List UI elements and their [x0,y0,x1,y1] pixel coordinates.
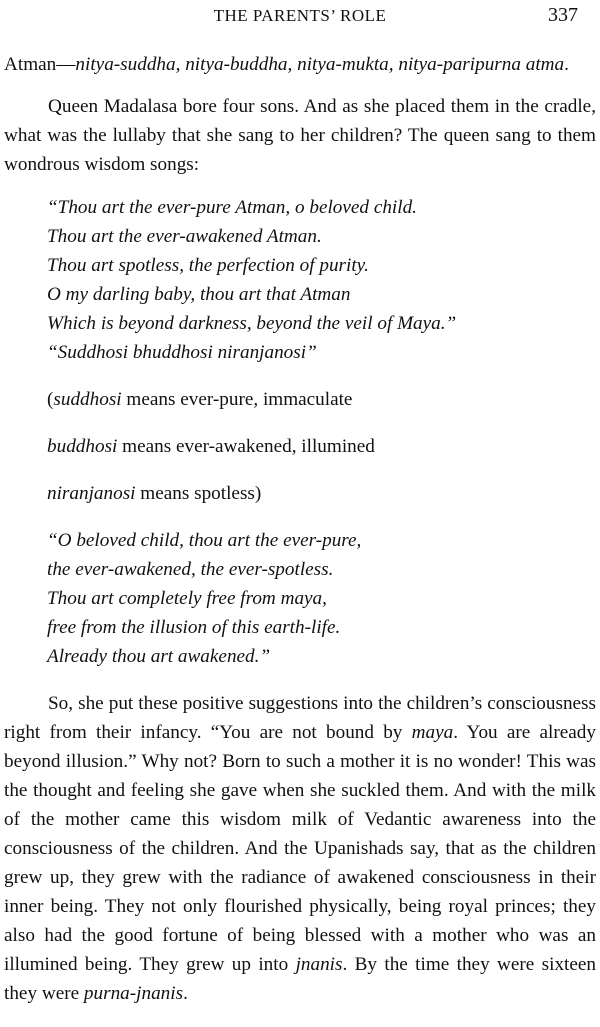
gloss-buddhosi [47,432,596,461]
closing-term-maya: maya [411,722,454,743]
verse-line: Thou art completely free from maya, [47,588,327,609]
verse-line: O my darling baby, thou art that Atman [47,284,351,305]
verse-line: Thou art the ever-awakened Atman. [47,226,322,247]
running-head [0,4,600,30]
verse-line: Which is beyond darkness, beyond the veil of Maya.” [47,313,457,334]
madalasa-paragraph: Queen Madalasa bore four sons. And as she placed them in the cradle, what was the lullaby that she sang to her children? The queen sang to them wondrous wisdom songs: [4,96,596,175]
page-number: 337 [548,4,578,26]
verse-line: “Thou art the ever-pure Atman, o beloved child. [47,197,417,218]
gloss-meaning: means spotless) [135,483,262,504]
wisdom-verse [47,526,596,671]
verse-line: the ever-awakened, the ever-spotless. [47,559,334,580]
body-text [4,50,596,1008]
opening-end: . [564,54,569,75]
closing-paragraph [4,689,596,1008]
opening-paragraph [4,50,596,79]
gloss-term: suddhosi [53,389,122,410]
gloss-term: niranjanosi [47,483,136,504]
verse-line: free from the illusion of this earth-life. [47,617,341,638]
closing-term-purna-jnanis: purna-jnanis [83,983,184,1004]
lullaby-verse [47,193,596,367]
verse-line: “O beloved child, thou art the ever-pure, [47,530,362,551]
opening-lead: Atman— [4,54,76,75]
verse-line: Thou art spotless, the perfection of purity. [47,255,369,276]
gloss-niranjanosi [47,479,596,508]
verse-line: “Suddhosi bhuddhosi niranjanosi” [47,342,317,363]
opening-sanskrit: nitya-suddha, nitya-buddha, nitya-mukta, nitya-paripurna atma [75,54,565,75]
gloss-meaning: means ever-awakened, illumined [117,436,375,457]
verse-line: Already thou art awakened.” [47,646,271,667]
closing-term-jnanis: jnanis [295,954,343,975]
closing-text-1: So, she put these positive suggestions into the children’s consciousness right from their infancy. “You are not bound by [4,693,596,743]
gloss-pre: ( [47,389,54,410]
gloss-suddhosi [47,385,596,414]
closing-text-3: . By the time they were sixteen they were [4,954,596,1004]
running-title: THE PARENTS’ ROLE [213,6,387,25]
gloss-meaning: means ever-pure, immaculate [121,389,353,410]
closing-text-4: . [183,983,188,1004]
closing-text-2: . You are already beyond illusion.” Why not? Born to such a mother it is no wonder! This was the thought and feeling she gave when she suckled them. And with the milk of the mother came this wisdom milk of Vedantic awareness into the consciousness of the children. And the Upanishads say, that as the children grew up, they grew with the radiance of awakened consciousness in their inner being. They not only flourished physically, being royal princes; they also had the good fortune of being blessed with a mother who was an illumined being. They grew up into [4,722,596,975]
gloss-term: buddhosi [47,436,118,457]
